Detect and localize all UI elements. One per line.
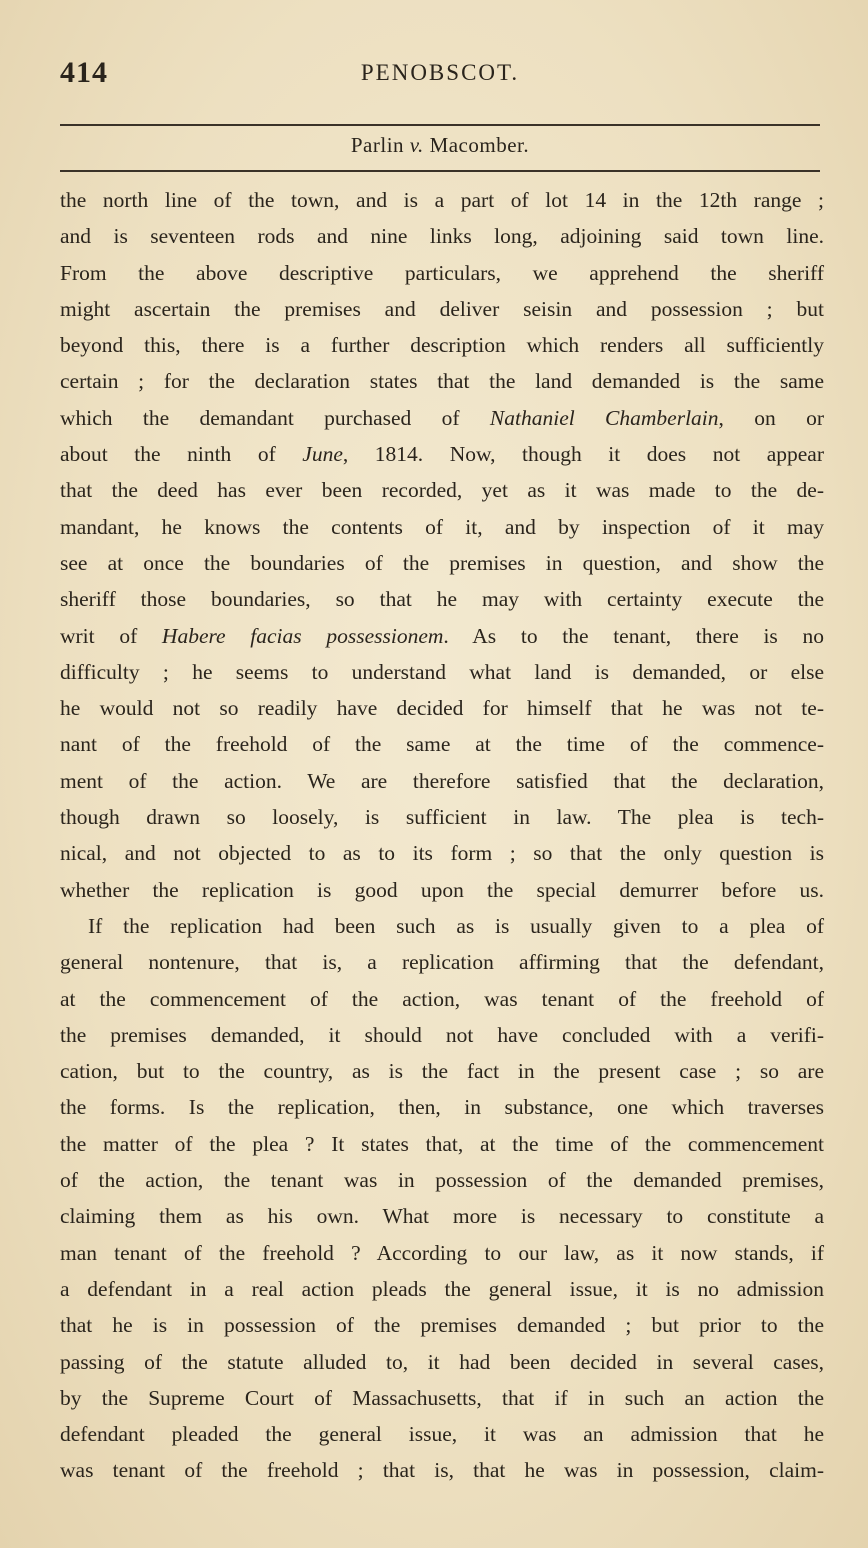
page-number: 414 (60, 56, 108, 89)
text-line: a defendant in a real action pleads the general issue, it is no admission (60, 1276, 824, 1301)
text-line: that he is in possession of the premises demanded ; but prior to the (60, 1313, 824, 1338)
page-header (60, 56, 820, 92)
text-line: writ of Habere facias possessionem. As to the tenant, there is no (60, 623, 824, 648)
text-line: ment of the action. We are therefore satisfied that the declaration, (60, 768, 824, 793)
text-line: From the above descriptive particulars, we apprehend the sheriff (60, 260, 824, 285)
header-rule-top (60, 124, 820, 126)
case-defendant: Macomber. (429, 133, 530, 157)
case-plaintiff: Parlin (350, 133, 405, 157)
text-line: passing of the statute alluded to, it had been decided in several cases, (60, 1349, 824, 1374)
case-versus: v. (409, 133, 424, 157)
text-line: and is seventeen rods and nine links long, adjoining said town line. (60, 224, 824, 249)
text-line: nant of the freehold of the same at the time of the commence- (60, 732, 824, 757)
text-line: claiming them as his own. What more is necessary to constitute a (60, 1204, 824, 1229)
text-line: at the commencement of the action, was tenant of the freehold of (60, 986, 824, 1011)
text-line: nical, and not objected to as to its form ; so that the only question is (60, 841, 824, 866)
text-line: certain ; for the declaration states that the land demanded is the same (60, 369, 824, 394)
text-line: by the Supreme Court of Massachusetts, that if in such an action the (60, 1385, 824, 1410)
text-line: the matter of the plea ? It states that, at the time of the commencement (60, 1131, 824, 1156)
header-rule-bottom (60, 170, 820, 172)
text-line: cation, but to the country, as is the fact in the present case ; so are (60, 1059, 824, 1084)
text-line: was tenant of the freehold ; that is, that he was in possession, claim- (60, 1458, 824, 1483)
text-line: general nontenure, that is, a replication affirming that the defendant, (60, 950, 824, 975)
text-line: the forms. Is the replication, then, in substance, one which traverses (60, 1095, 824, 1120)
text-line: mandant, he knows the contents of it, and by inspection of it may (60, 514, 824, 539)
text-line: man tenant of the freehold ? According to our law, as it now stands, if (60, 1240, 824, 1265)
text-line: the premises demanded, it should not have concluded with a verifi- (60, 1022, 824, 1047)
text-line: which the demandant purchased of Nathaniel Chamberlain, on or (60, 405, 824, 430)
text-line: he would not so readily have decided for himself that he was not te- (60, 696, 824, 721)
text-line: might ascertain the premises and deliver seisin and possession ; but (60, 296, 824, 321)
text-line: of the action, the tenant was in possession of the demanded premises, (60, 1168, 824, 1193)
text-line: though drawn so loosely, is sufficient in law. The plea is tech- (60, 805, 824, 830)
text-line: defendant pleaded the general issue, it was an admission that he (60, 1422, 824, 1447)
text-line: beyond this, there is a further description which renders all sufficiently (60, 333, 824, 358)
text-line: If the replication had been such as is usually given to a plea of (88, 913, 824, 938)
text-line: see at once the boundaries of the premises in question, and show the (60, 550, 824, 575)
text-line: whether the replication is good upon the special demurrer before us. (60, 877, 824, 902)
text-line: about the ninth of June, 1814. Now, though it does not appear (60, 442, 824, 467)
case-title (60, 133, 820, 158)
body-text (60, 182, 824, 1489)
text-line: sheriff those boundaries, so that he may with certainty execute the (60, 587, 824, 612)
text-line: that the deed has ever been recorded, yet as it was made to the de- (60, 478, 824, 503)
text-line: difficulty ; he seems to understand what land is demanded, or else (60, 659, 824, 684)
running-head: PENOBSCOT. (360, 60, 520, 85)
text-line: the north line of the town, and is a part of lot 14 in the 12th range ; (60, 188, 824, 212)
